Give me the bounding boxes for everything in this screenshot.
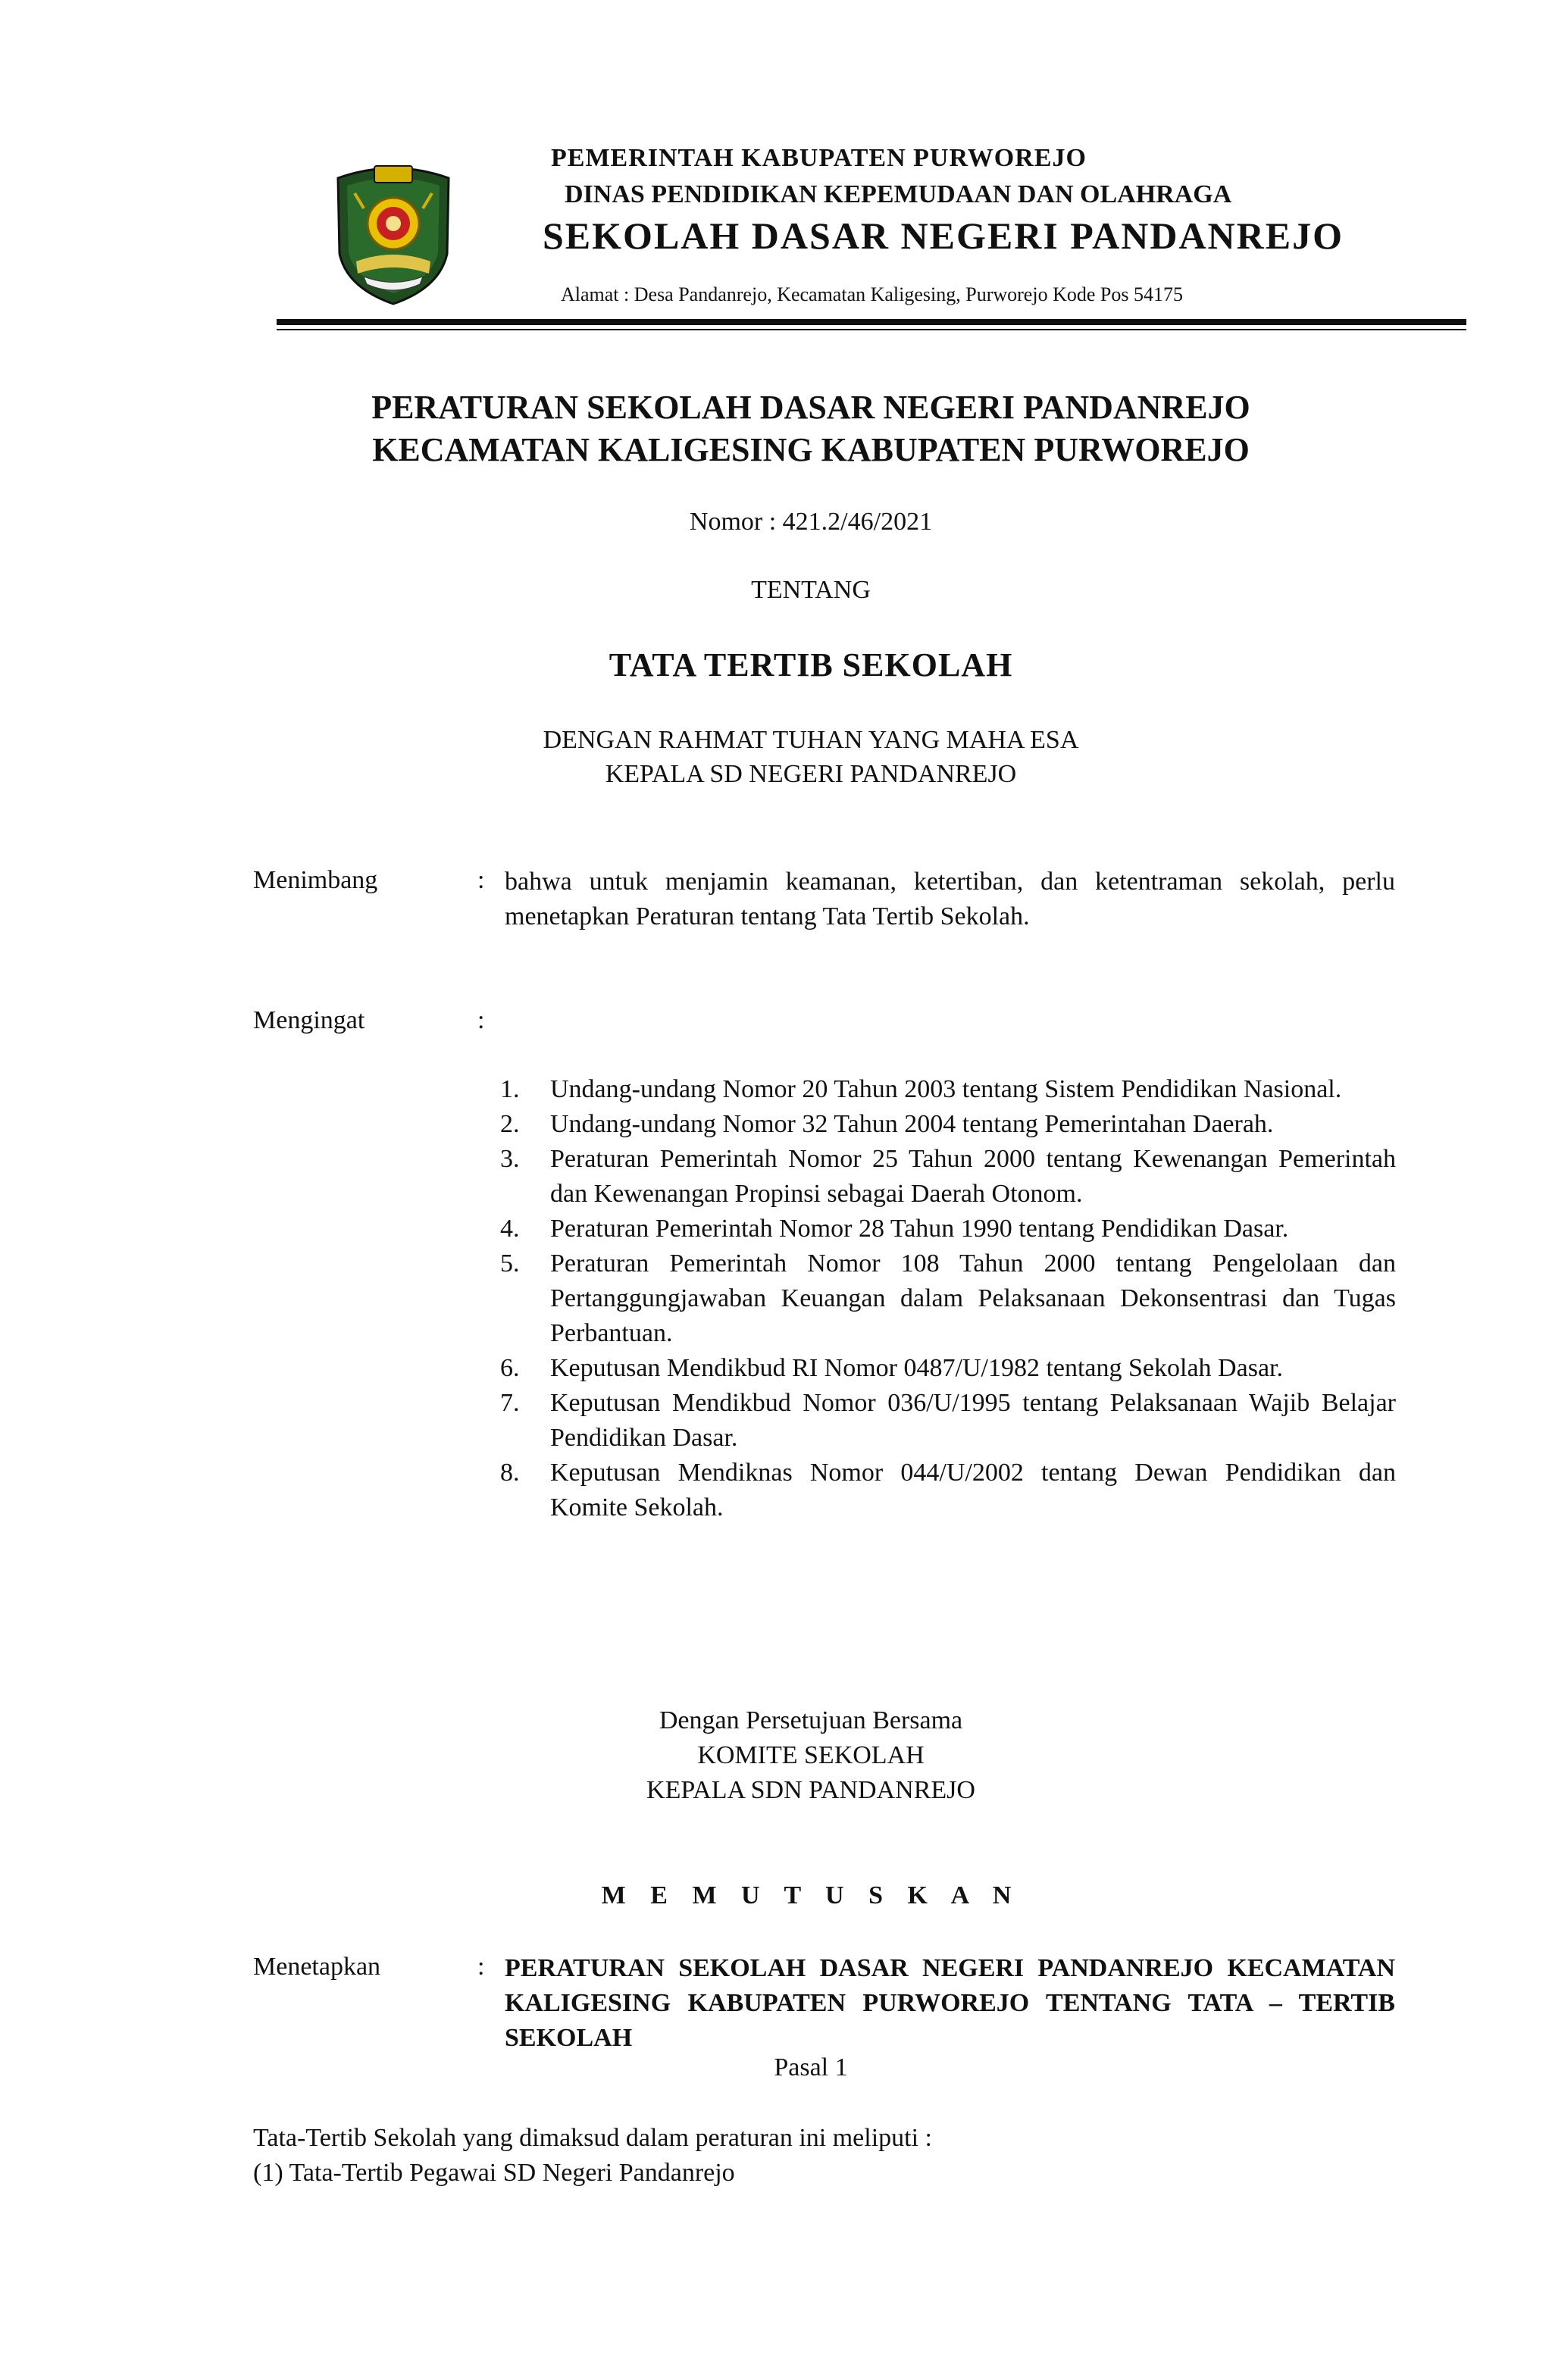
list-item-text: Undang-undang Nomor 32 Tahun 2004 tentang Pemerintahan Daerah. [550, 1110, 1274, 1138]
menimbang-colon: : [477, 866, 485, 894]
rahmat-line1: DENGAN RAHMAT TUHAN YANG MAHA ESA [543, 726, 1079, 754]
menimbang-label: Menimbang [253, 866, 378, 894]
letterhead-thick-rule [277, 319, 1466, 325]
list-item-number: 6. [500, 1354, 520, 1382]
memutuskan-heading: M E M U T U S K A N [601, 1881, 1021, 1909]
list-item-number: 8. [500, 1459, 520, 1487]
approval-line3: KEPALA SDN PANDANREJO [646, 1776, 975, 1804]
list-item-number: 5. [500, 1249, 520, 1278]
list-item-text: Peraturan Pemerintah Nomor 28 Tahun 1990 tentang Pendidikan Dasar. [550, 1215, 1289, 1243]
list-item-text: Keputusan Mendikbud RI Nomor 0487/U/1982 tentang Sekolah Dasar. [550, 1354, 1283, 1382]
subject-heading: TATA TERTIB SEKOLAH [609, 646, 1013, 683]
document-number: Nomor : 421.2/46/2021 [689, 508, 933, 536]
list-item [500, 1142, 1396, 1212]
list-item-number: 3. [500, 1145, 520, 1173]
rahmat-line2: KEPALA SD NEGERI PANDANREJO [605, 760, 1017, 788]
list-item [500, 1212, 1396, 1246]
list-item-number: 1. [500, 1075, 520, 1103]
list-item-number: 2. [500, 1110, 520, 1138]
list-item [500, 1386, 1396, 1456]
pasal-heading: Pasal 1 [774, 2053, 848, 2081]
body-text-line1: Tata-Tertib Sekolah yang dimaksud dalam peraturan ini meliputi : [253, 2124, 932, 2152]
list-item [500, 1107, 1396, 1142]
menimbang-text: bahwa untuk menjamin keamanan, ketertiban, dan ketentraman sekolah, perlu menetapkan Peraturan tentang Tata Tertib Sekolah. [505, 868, 1395, 930]
body-text-line2: (1) Tata-Tertib Pegawai SD Negeri Pandanrejo [253, 2159, 735, 2187]
mengingat-colon: : [477, 1006, 485, 1034]
document-title-line2: KECAMATAN KALIGESING KABUPATEN PURWOREJO [372, 431, 1250, 468]
list-item-number: 4. [500, 1215, 520, 1243]
letterhead-address: Alamat : Desa Pandanrejo, Kecamatan Kaligesing, Purworejo Kode Pos 54175 [561, 283, 1183, 305]
list-item [500, 1072, 1396, 1107]
document-title-line1: PERATURAN SEKOLAH DASAR NEGERI PANDANREJO [371, 389, 1250, 426]
mengingat-label: Mengingat [253, 1006, 365, 1034]
letterhead-thin-rule [277, 329, 1466, 330]
letterhead-government: PEMERINTAH KABUPATEN PURWOREJO [551, 144, 1087, 172]
menetapkan-text: PERATURAN SEKOLAH DASAR NEGERI PANDANREJO KECAMATAN KALIGESING KABUPATEN PURWOREJO TENTANG TATA – TERTIB SEKOLAH [505, 1954, 1395, 2052]
list-item-text: Peraturan Pemerintah Nomor 108 Tahun 2000 tentang Pengelolaan dan Pertanggungjawaban Keuangan dalam Pelaksanaan Dekonsentrasi dan Tugas Perbantuan. [550, 1249, 1396, 1347]
list-item [500, 1246, 1396, 1351]
list-item-text: Keputusan Mendikbud Nomor 036/U/1995 tentang Pelaksanaan Wajib Belajar Pendidikan Dasar. [550, 1389, 1396, 1452]
tentang-heading: TENTANG [751, 576, 871, 604]
list-item [500, 1351, 1396, 1386]
list-item-text: Peraturan Pemerintah Nomor 25 Tahun 2000 tentang Kewenangan Pemerintah dan Kewenangan Propinsi sebagai Daerah Otonom. [550, 1145, 1396, 1208]
list-item-text: Keputusan Mendiknas Nomor 044/U/2002 tentang Dewan Pendidikan dan Komite Sekolah. [550, 1459, 1396, 1522]
regency-seal-icon [333, 163, 453, 307]
list-item-number: 7. [500, 1389, 520, 1417]
letterhead-school-name: SEKOLAH DASAR NEGERI PANDANREJO [543, 214, 1344, 257]
list-item [500, 1456, 1396, 1525]
approval-line1: Dengan Persetujuan Bersama [659, 1706, 963, 1734]
mengingat-list [500, 1072, 1396, 1525]
approval-line2: KOMITE SEKOLAH [697, 1741, 925, 1769]
letterhead-department: DINAS PENDIDIKAN KEPEMUDAAN DAN OLAHRAGA [565, 180, 1232, 208]
menetapkan-colon: : [477, 1953, 485, 1981]
menetapkan-label: Menetapkan [253, 1953, 381, 1981]
list-item-text: Undang-undang Nomor 20 Tahun 2003 tentang Sistem Pendidikan Nasional. [550, 1075, 1342, 1103]
